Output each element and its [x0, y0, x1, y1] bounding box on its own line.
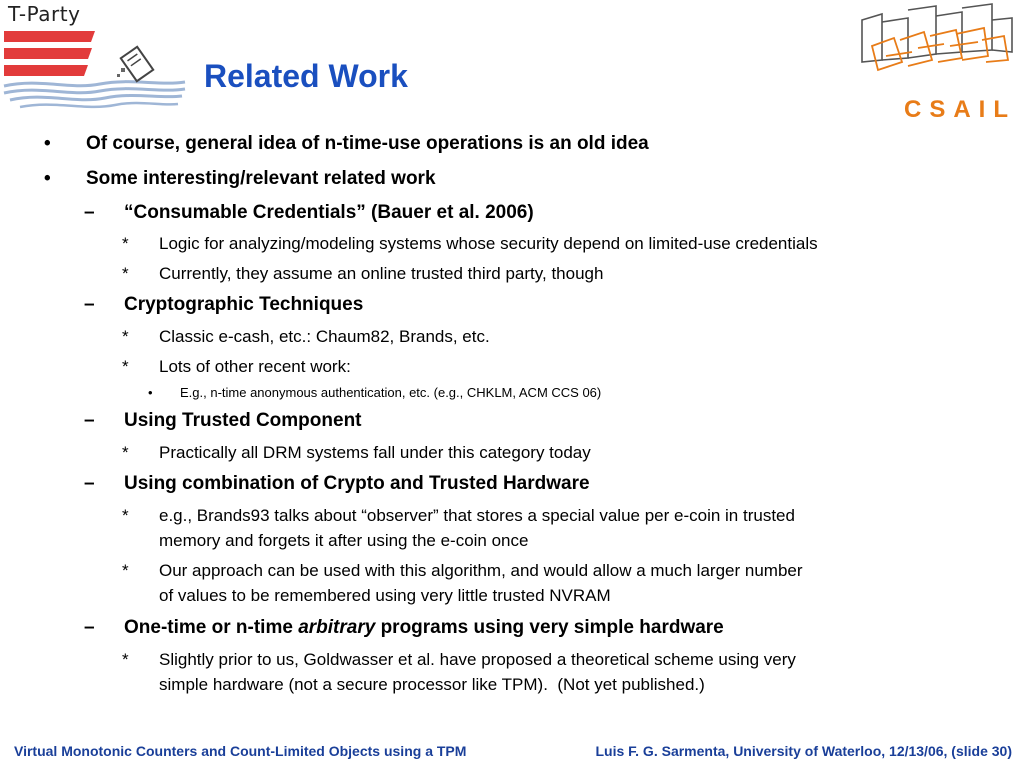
bullet-text-line1: Our approach can be used with this algorithm, and would allow a much larger number — [159, 561, 803, 580]
bullet-text-em: arbitrary — [298, 617, 376, 638]
bullet-marker: * — [122, 357, 129, 376]
bullet-marker: – — [84, 473, 95, 494]
bullet-text-line2: memory and forgets it after using the e-coin once — [159, 531, 529, 550]
tparty-logo — [0, 0, 190, 118]
footer-credit: Luis F. G. Sarmenta, University of Waterloo, 12/13/06, (slide 30) — [595, 743, 1012, 759]
bullet-marker: – — [84, 617, 95, 638]
bullet-text: Classic e-cash, etc.: Chaum82, Brands, etc. — [159, 327, 490, 346]
footer-title: Virtual Monotonic Counters and Count-Limited Objects using a TPM — [14, 743, 467, 759]
bullet-marker: * — [122, 264, 129, 283]
bullet-marker: – — [84, 202, 95, 223]
brand-text: T-Party — [8, 2, 81, 26]
bullet-text: Practically all DRM systems fall under this category today — [159, 443, 591, 462]
bullet-marker: * — [122, 327, 129, 346]
bullet-marker: • — [44, 133, 51, 154]
bullet-text: Using combination of Crypto and Trusted Hardware — [124, 473, 590, 494]
bullet-marker: * — [122, 234, 129, 253]
bullet-marker: • — [44, 168, 51, 189]
csail-logo-graphic — [852, 0, 1024, 100]
bullet-text-line1: e.g., Brands93 talks about “observer” that stores a special value per e-coin in trusted — [159, 506, 795, 525]
csail-wordmark: CSAIL — [904, 96, 1016, 123]
bullet-marker: * — [122, 443, 129, 462]
bullet-marker: * — [122, 650, 129, 669]
bullet-text-pre: One-time or n-time — [124, 617, 299, 638]
page-title: Related Work — [204, 58, 408, 94]
bullet-text: Logic for analyzing/modeling systems whose security depend on limited-use credentials — [159, 234, 818, 253]
bullet-marker: * — [122, 561, 129, 580]
bullet-marker: – — [84, 410, 95, 431]
bullet-text: Some interesting/relevant related work — [86, 168, 436, 189]
bullet-marker: • — [148, 385, 153, 400]
bullet-text-post: programs using very simple hardware — [375, 617, 724, 638]
bullet-text: Currently, they assume an online trusted third party, though — [159, 264, 604, 283]
bullet-marker: * — [122, 506, 129, 525]
bullet-text-line1: Slightly prior to us, Goldwasser et al. have proposed a theoretical scheme using very — [159, 650, 796, 669]
bullet-text: Of course, general idea of n-time-use operations is an old idea — [86, 133, 649, 154]
bullet-text: E.g., n-time anonymous authentication, etc. (e.g., CHKLM, ACM CCS 06) — [180, 385, 602, 400]
bullet-text-line2: of values to be remembered using very little trusted NVRAM — [159, 586, 611, 605]
bullet-text: “Consumable Credentials” (Bauer et al. 2006) — [124, 202, 534, 223]
bullet-text — [124, 615, 724, 640]
bullet-text: Using Trusted Component — [124, 410, 362, 431]
bullet-text-line2: simple hardware (not a secure processor like TPM). (Not yet published.) — [159, 675, 705, 694]
bullet-marker: – — [84, 294, 95, 315]
bullet-text: Lots of other recent work: — [159, 357, 351, 376]
bullet-text: Cryptographic Techniques — [124, 294, 364, 315]
